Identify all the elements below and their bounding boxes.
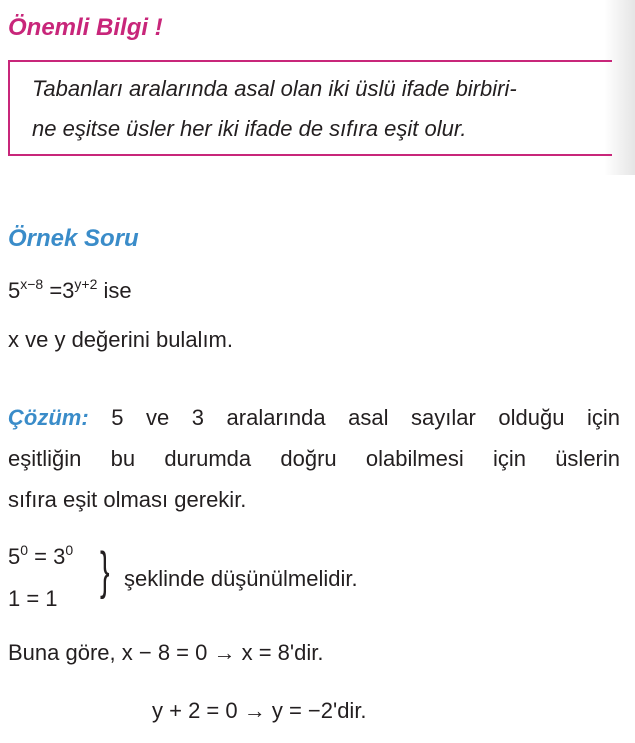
eq1-exponent-b: 0 (65, 542, 74, 558)
result-y: y + 2 = 0 → y = −2'dir. (152, 698, 367, 723)
eq-exponent-2: y+2 (74, 276, 98, 292)
info-box (8, 60, 612, 156)
eq-ise: ise (97, 278, 132, 303)
eq1-exponent-a: 0 (20, 542, 29, 558)
eq1-base-3: = 3 (28, 544, 66, 569)
brace-text: şeklinde düşünülmelidir. (124, 566, 358, 591)
solution-line-1 (8, 405, 620, 431)
solution-label: Çözüm: (8, 405, 89, 430)
eq1-base-5: 5 (8, 544, 21, 569)
solution-eq-2: 1 = 1 (8, 586, 58, 611)
example-equation (8, 278, 132, 304)
eq-base-3: =3 (43, 278, 75, 303)
eq-exponent-1: x−8 (20, 276, 44, 292)
eq-base-5: 5 (8, 278, 21, 303)
solution-line-3: sıfıra eşit olması gerekir. (8, 487, 247, 512)
result-x: Buna göre, x − 8 = 0 → x = 8'dir. (8, 640, 324, 665)
example-heading: Örnek Soru (8, 225, 139, 252)
info-line-1: Tabanları aralarında asal olan iki üslü ifade birbiri- (32, 76, 517, 101)
solution-line-1-text: 5 ve 3 aralarında asal sayılar olduğu için (111, 405, 620, 430)
solution-line-2: eşitliğin bu durumda doğru olabilmesi için üslerin (8, 446, 620, 471)
solution-eq-1 (8, 544, 73, 570)
info-line-2: ne eşitse üsler her iki ifade de sıfıra eşit olur. (32, 116, 467, 141)
example-question: x ve y değerini bulalım. (8, 327, 233, 352)
info-heading: Önemli Bilgi ! (8, 14, 163, 41)
curly-brace: } (100, 542, 110, 600)
